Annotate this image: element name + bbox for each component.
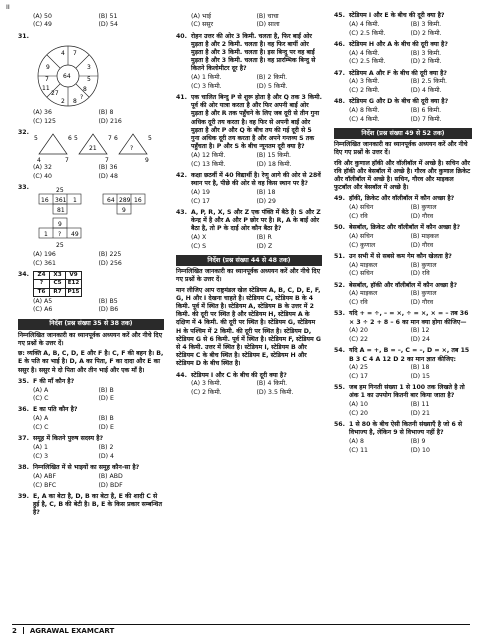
- question-48: 48. स्टेडियम G और D के बीच की दूरी क्या है?: [334, 98, 449, 106]
- q55-options-row1: [334, 401, 472, 409]
- q37-options-row2: [18, 453, 164, 461]
- q51-options-row1: [334, 262, 472, 270]
- option[interactable]: (C) 49: [33, 21, 52, 29]
- option[interactable]: (A) 4 किमी.: [349, 20, 380, 28]
- option[interactable]: (C) 2.5 किमी.: [349, 29, 386, 37]
- fig-number: 5: [148, 134, 152, 142]
- q33-cross-figure: [33, 184, 164, 250]
- q51-options-row2: [334, 270, 472, 278]
- option[interactable]: (C) 4 किमी.: [349, 115, 380, 123]
- option[interactable]: (A) X: [191, 234, 207, 242]
- q52-options-row2: [334, 299, 472, 307]
- option[interactable]: (B) 11: [410, 401, 430, 409]
- q40-options-row2: [176, 83, 322, 91]
- direction-instruction: निम्नलिखित जानकारी का ध्यानपूर्वक अध्ययन करें और नीचे दिए गए प्रश्नों के उत्तर दें।: [18, 331, 162, 347]
- option[interactable]: (C) सचिन: [349, 270, 374, 278]
- q39-options-row1: [176, 13, 322, 21]
- option[interactable]: (C) 125: [33, 118, 56, 126]
- option[interactable]: (C) 2 किमी.: [191, 389, 222, 397]
- question-39: 39. E, A का बेटा है, D, B का बेटा है, E की शादी C से हुई है, C, B की बेटी है। B, E के किस प्रकार सम्बन्धित है?: [18, 492, 163, 517]
- option[interactable]: (C) 17: [349, 373, 368, 381]
- fig-number: 16: [41, 197, 49, 205]
- q44-options-row2: [176, 389, 322, 397]
- column-2: [176, 12, 322, 397]
- question-41: 41. एक चालित बिन्दु P से शुरू होता है और Q तक 3 किमी. पूर्व की ओर यात्रा करता है और फिर अपनी बाईं ओर मुड़ता है और R तक पहुँचने के लिए जब दूरी से तीन गुना अधिक दूरी तय करता है। वह फिर से अपनी बाईं ओर मुड़ता है और P और Q के बीच तय की गई दूरी से 5 गुना अधिक दूरी तय करता है और अपने गन्तव्य S तक पहुँचता है। P और S के बीच न्यूनतम दूरी क्या है?: [176, 94, 322, 151]
- q41-options-row2: [176, 161, 322, 169]
- option[interactable]: (B) 225: [98, 250, 122, 258]
- option[interactable]: (C) C: [33, 395, 49, 403]
- q42-options-row2: [176, 198, 322, 206]
- question-42: 42. कक्षा छठवीं में 40 विद्यार्थी है। रेणु आगे की ओर से 28वें स्थान पर है, पीछे की ओर से वह किस स्थान पर है?: [176, 171, 321, 188]
- option[interactable]: (B) कुणाल: [410, 204, 437, 212]
- option[interactable]: (D) 21: [410, 410, 430, 418]
- q40-options-row1: [176, 74, 322, 82]
- question-55: 55. जब हम गिनती संख्या 1 से 100 तक लिखते है तो अंक 1 का उपयोग कितनी बार किया जाता है?: [334, 384, 465, 400]
- option[interactable]: (A) 196: [33, 250, 56, 258]
- direction-instruction: निम्नलिखित जानकारी का ध्यानपूर्वक अध्ययन करें और नीचे दिए गए प्रश्नों के उत्तर दें।: [334, 141, 468, 157]
- question-36: 36. E का पति कौन है?: [18, 406, 78, 414]
- option[interactable]: (B) 36: [98, 164, 118, 172]
- option[interactable]: (B) B: [98, 386, 114, 394]
- option[interactable]: (C) 3: [33, 452, 49, 460]
- option[interactable]: (D) 2 किमी.: [410, 58, 442, 66]
- option[interactable]: (A) भाई: [191, 12, 212, 20]
- fig-number: 2: [61, 97, 65, 105]
- question-33: 33.: [18, 184, 29, 192]
- fig-number: 9: [46, 63, 50, 71]
- option[interactable]: (B) कुणाल: [410, 290, 437, 298]
- option[interactable]: (A) 10: [349, 401, 368, 409]
- q33-options-row2: [18, 260, 164, 268]
- option[interactable]: (D) 10: [410, 446, 430, 454]
- fig-number: 27: [51, 89, 59, 97]
- question-51: 51. उन सभी में से सबसे कम गेम कौन खेलता है?: [334, 252, 452, 260]
- cross-figure-svg: [33, 184, 153, 250]
- option[interactable]: (B) 4 किमी.: [256, 380, 288, 388]
- option[interactable]: (C) 40: [33, 172, 52, 180]
- option[interactable]: (B) 15 किमी.: [256, 151, 292, 159]
- fig-number: 8: [83, 85, 87, 93]
- q50-options-row2: [334, 242, 472, 250]
- fig-number: 1: [44, 231, 48, 239]
- q50-options-row1: [334, 233, 472, 241]
- option[interactable]: (C) 17: [191, 197, 210, 205]
- option[interactable]: (B) 2: [98, 444, 114, 452]
- q37-options-row1: [18, 444, 164, 452]
- fig-number: ?: [58, 231, 62, 239]
- fig-number: 289: [119, 197, 131, 205]
- option[interactable]: (A) 8: [349, 438, 364, 446]
- option[interactable]: (B) B5: [98, 297, 118, 305]
- q54-options-row2: [334, 373, 472, 381]
- q30-options-row1: [18, 13, 164, 21]
- question-35: 35. F की माँ कौन है?: [18, 377, 75, 385]
- circle-figure-svg: [33, 43, 103, 109]
- q35-options-row1: [18, 387, 164, 395]
- grid-cell: T6: [34, 288, 50, 296]
- fig-number: 81: [57, 207, 65, 215]
- fig-number: 7: [65, 156, 69, 164]
- fig-number: ?: [130, 144, 134, 152]
- direction-instruction: निम्नलिखित जानकारी का ध्यानपूर्वक अध्ययन करें और नीचे दिए गए प्रश्नों के उत्तर दें।: [176, 268, 320, 284]
- q44-options-row1: [176, 380, 322, 388]
- q36-options-row2: [18, 424, 164, 432]
- fig-number: 7: [105, 156, 109, 164]
- q47-options-row1: [334, 78, 472, 86]
- option[interactable]: (C) रवि: [349, 299, 368, 307]
- fig-number: 361: [55, 197, 67, 205]
- option[interactable]: (D) 216: [98, 118, 122, 126]
- option[interactable]: (D) 48: [98, 172, 118, 180]
- question-56: 56. 1 से 80 के बीच ऐसी कितनी संख्याएँ है जो 6 से विभाज्य है, लेकिन 9 से विभाज्य नहीं है?: [334, 421, 463, 437]
- q38-options-row2: [18, 482, 164, 490]
- grid-cell: Z4: [34, 271, 50, 279]
- q38-options-row1: [18, 473, 164, 481]
- option[interactable]: (A) 8 किमी.: [349, 107, 380, 115]
- question-45: 45. स्टेडियम I और E के बीच की दूरी क्या है?: [334, 12, 445, 19]
- q32-options-row2: [18, 173, 164, 181]
- footer-divider: [23, 627, 24, 634]
- q56-options-row2: [334, 447, 472, 455]
- fig-number: 4: [61, 49, 65, 57]
- option[interactable]: (C) C: [33, 424, 49, 432]
- passage-stadiums: मान लीजिए आप राष्ट्रमंडल खेल स्टेडियम A, B, C, D, E, F, G, H और I देखना चाहते है। स्टेडियम C, स्टेडियम B के 4 किमी. पूर्व में स्थित है। स्टेडियम A, स्टेडियम B के उत्तर में 2 किमी. की दूरी पर स्थित है और स्टेडियम H, स्टेडियम A के दक्षिण में 4 किमी. की दूरी पर स्थित है। स्टेडियम G, स्टेडियम H के पश्चिम में 2 किमी. की दूरी पर स्थित है। स्टेडियम D, स्टेडियम G से 6 किमी. पूर्व में स्थित है। स्टेडियम F, स्टेडियम G से 4 किमी. उत्तर में स्थित है। स्टेडियम I, स्टेडियम B और स्टेडियम C के बीच स्थित है। स्टेडियम E, स्टेडियम H और स्टेडियम D के बीच स्थित है।: [176, 286, 321, 368]
- question-43: 43. A, P, R, X, S और Z एक पंक्ति में बैठे है। S और Z केन्द्र में है और A और P छोर पर है। R, A के बाईं ओर बैठा है, तो P के दाईं ओर कौन बैठा है?: [176, 208, 321, 233]
- passage-family: छ: व्यक्ति A, B, C, D, E और F है। C, F की बहन है। B, E के पति का भाई है। D, A का पिता, F का दादा और E का ससुर है। ससुर मे दो पिता और तीन भाई और एक माँ है।: [18, 350, 164, 374]
- option[interactable]: (C) BFC: [33, 481, 57, 489]
- q53-options-row2: [334, 336, 472, 344]
- option[interactable]: (A) 36: [33, 109, 52, 117]
- option[interactable]: (C) ससुर: [191, 21, 214, 29]
- option[interactable]: (A) A5: [33, 297, 53, 305]
- question-49: 49. हॉकी, क्रिकेट और वॉलीबॉल में कौन अच्छा है?: [334, 195, 455, 203]
- question-50: 50. बेसबॉल, क्रिकेट और वॉलीबॉल में कौन अच्छा है?: [334, 224, 461, 232]
- q36-options-row1: [18, 415, 164, 423]
- option[interactable]: (C) रवि: [349, 212, 368, 220]
- q48-options-row2: [334, 116, 472, 124]
- direction-header-35-38: निर्देश (प्रश्न संख्या 35 से 38 तक): [18, 319, 164, 330]
- passage-sports: रवि और कुणाल हॉकी और वॉलीबॉल में अच्छे है। सचिन और रवि हॉकी और बेसबॉल में अच्छे है। गौरव और कुणाल क्रिकेट और वॉलीबॉल में अच्छे है। सचिन, गौरव और माइकल फुटबॉल और बेसबॉल में अच्छे है।: [334, 159, 471, 192]
- q49-options-row2: [334, 213, 472, 221]
- column-3: [334, 12, 472, 455]
- option[interactable]: (D) BDF: [98, 481, 123, 489]
- fig-number: 16: [134, 197, 142, 205]
- option[interactable]: (C) 20: [349, 410, 368, 418]
- q56-options-row1: [334, 438, 472, 446]
- option[interactable]: (A) 32: [33, 164, 52, 172]
- option[interactable]: (A) 1 किमी.: [191, 74, 222, 82]
- option[interactable]: (A) A: [33, 386, 49, 394]
- fig-number: 1: [73, 197, 77, 205]
- option[interactable]: (D) E: [98, 424, 114, 432]
- q43-options-row2: [176, 243, 322, 251]
- grid-cell: C5: [50, 280, 66, 288]
- option[interactable]: (D) Z: [256, 242, 273, 250]
- fig-number: 21: [89, 144, 97, 152]
- corner-mark: II: [6, 3, 10, 11]
- q46-options-row1: [334, 50, 472, 58]
- option[interactable]: (D) B6: [98, 306, 119, 314]
- option[interactable]: (B) ABD: [98, 472, 123, 480]
- fig-number: 25: [56, 242, 64, 250]
- option[interactable]: (A) 50: [33, 12, 52, 20]
- option[interactable]: (A) 12 किमी.: [191, 151, 226, 159]
- question-37: 37. समूह में कितने पुरुष सदस्य है?: [18, 435, 104, 443]
- fig-number: 3: [87, 63, 91, 71]
- grid-cell: ?: [34, 280, 50, 288]
- fig-number: 4: [37, 156, 41, 164]
- option[interactable]: (D) 7 किमी.: [410, 115, 442, 123]
- option[interactable]: (A) सचिन: [349, 232, 374, 240]
- q45-options-row2: [334, 30, 472, 38]
- question-31: 31.: [18, 32, 29, 40]
- question-44: 44. स्टेडियम I और C के बीच की दूरी क्या है?: [176, 371, 287, 379]
- fig-number: ?: [80, 93, 84, 101]
- q43-options-row1: [176, 234, 322, 242]
- q48-options-row1: [334, 107, 472, 115]
- option[interactable]: (C) 2.5 किमी.: [349, 58, 386, 66]
- q32-options-row1: [18, 164, 164, 172]
- option[interactable]: (C) 361: [33, 259, 56, 267]
- option[interactable]: (B) 3 किमी.: [410, 49, 442, 57]
- q55-options-row2: [334, 410, 472, 418]
- question-54: 54. यदि A = +, B = –, C = –, D = ×, तब 15 B 3 C 4 A 12 D 2 का मान ज्ञात कीजिए:: [334, 347, 470, 363]
- fig-number: 9: [145, 156, 149, 164]
- grid-cell: E12: [66, 280, 82, 288]
- q33-options-row1: [18, 251, 164, 259]
- option[interactable]: (D) 54: [98, 21, 118, 29]
- option[interactable]: (A) 1: [33, 444, 48, 452]
- question-46: 46. स्टेडियम H और A के बीच की दूरी क्या है?: [334, 40, 448, 48]
- q42-options-row1: [176, 189, 322, 197]
- option[interactable]: (A) सचिन: [349, 204, 374, 212]
- option[interactable]: (B) चाचा: [256, 12, 279, 20]
- option[interactable]: (C) 13 किमी.: [191, 160, 226, 168]
- option[interactable]: (C) 3 किमी.: [191, 82, 222, 90]
- option[interactable]: (D) 256: [98, 259, 122, 267]
- fig-number: 5: [34, 134, 38, 142]
- option[interactable]: (D) 4: [98, 452, 114, 460]
- q31-circle-figure: [33, 43, 164, 109]
- question-52: 52. बेसबॉल, हॉकी और वॉलीबॉल में कौन अच्छा है?: [334, 281, 458, 289]
- q47-options-row2: [334, 87, 472, 95]
- option[interactable]: (C) S: [191, 242, 207, 250]
- option[interactable]: (C) 22: [349, 336, 368, 344]
- option[interactable]: (A) 4 किमी.: [349, 49, 380, 57]
- option[interactable]: (D) गौरव: [410, 241, 434, 249]
- q45-options-row1: [334, 21, 472, 29]
- option[interactable]: (C) 2 किमी.: [349, 87, 380, 95]
- page-number: 2: [12, 626, 17, 635]
- option[interactable]: (B) 9: [410, 438, 426, 446]
- option[interactable]: (D) 4 किमी.: [410, 87, 442, 95]
- option[interactable]: (C) 11: [349, 446, 368, 454]
- option[interactable]: (B) 8: [98, 109, 114, 117]
- brand-name: AGRAWAL EXAMCART: [29, 626, 115, 635]
- fig-number: 49: [71, 231, 79, 239]
- option[interactable]: (D) 5 किमी.: [256, 82, 288, 90]
- fig-number: 7: [73, 49, 77, 57]
- fig-number: 64: [63, 72, 71, 80]
- option[interactable]: (D) 3.5 किमी.: [256, 389, 294, 397]
- question-34: 34. Z4 X3 V9 ? C5 E12 T6 R7 P15: [18, 271, 164, 297]
- option[interactable]: (B) R: [256, 234, 272, 242]
- option[interactable]: (A) 20: [349, 327, 368, 335]
- fig-number: 6: [68, 134, 72, 142]
- option[interactable]: (B) 6 किमी.: [410, 107, 442, 115]
- option[interactable]: (C) A6: [33, 306, 53, 314]
- grid-cell: R7: [50, 288, 66, 296]
- grid-cell: P15: [66, 288, 82, 296]
- option[interactable]: (A) ABF: [33, 472, 57, 480]
- option[interactable]: (B) 18: [256, 188, 276, 196]
- option[interactable]: (A) 25: [349, 364, 368, 372]
- option[interactable]: (C) कुणाल: [349, 241, 376, 249]
- q34-options-row2: [18, 306, 164, 314]
- option[interactable]: (D) रवि: [410, 270, 430, 278]
- option[interactable]: (B) माइकल: [410, 232, 439, 240]
- fig-number: 6: [114, 134, 118, 142]
- fig-number: 7: [45, 75, 49, 83]
- option[interactable]: (B) B: [98, 415, 114, 423]
- option[interactable]: (D) गौरव: [410, 299, 434, 307]
- page-footer: [12, 624, 470, 636]
- q39-options-row2: [176, 21, 322, 29]
- question-32: 32.: [18, 129, 29, 137]
- option[interactable]: (B) 12: [410, 327, 430, 335]
- q46-options-row2: [334, 58, 472, 66]
- fig-number: 5: [87, 75, 91, 83]
- option[interactable]: (D) 15: [410, 373, 430, 381]
- option[interactable]: (B) 18: [410, 364, 430, 372]
- fig-number: 9: [58, 221, 62, 229]
- option[interactable]: (A) माइकल: [349, 290, 378, 298]
- option[interactable]: (D) E: [98, 395, 114, 403]
- option[interactable]: (D) 18 किमी.: [256, 160, 292, 168]
- option[interactable]: (B) 51: [98, 12, 118, 20]
- fig-number: 9: [122, 207, 126, 215]
- question-40: 40. रोहन उत्तर की ओर 3 किमी. चलता है, फिर बाईं ओर मुड़ता है और 2 किमी. चलता है। वह फिर बायीं ओर मुड़ता है और 3 किमी. चलता है। इस बिन्दु पर वह बाईं मुड़ता है और 3 किमी. चलता है। वह प्रारम्भिक बिन्दु से कितने किलोमीटर दूर है?: [176, 32, 316, 73]
- fig-number: 64: [107, 197, 115, 205]
- option[interactable]: (D) 24: [410, 336, 430, 344]
- fig-number: 7: [108, 134, 112, 142]
- question-47: 47. स्टेडियम A और F के बीच की दूरी क्या है?: [334, 69, 447, 77]
- option[interactable]: (A) 3 किमी.: [191, 380, 222, 388]
- question-38: 38. निम्नलिखित में से भाइयों का समूह कौन-सा है?: [18, 463, 140, 471]
- option[interactable]: (A) माइकल: [349, 261, 378, 269]
- option[interactable]: (B) कुणाल: [410, 261, 437, 269]
- q35-options-row2: [18, 395, 164, 403]
- grid-cell: V9: [66, 271, 82, 279]
- q31-options-row1: [18, 109, 164, 117]
- option[interactable]: (D) साला: [256, 21, 280, 29]
- grid-cell: X3: [50, 271, 66, 279]
- option[interactable]: (D) गौरव: [410, 212, 434, 220]
- q34-grid: [33, 271, 82, 297]
- option[interactable]: (D) 29: [256, 197, 276, 205]
- q30-options-row2: [18, 21, 164, 29]
- direction-header-49-52: निर्देश (प्रश्न संख्या 49 से 52 तक): [334, 128, 472, 139]
- q31-options-row2: [18, 118, 164, 126]
- fig-number: 25: [56, 187, 64, 195]
- q34-options-row1: [18, 298, 164, 306]
- option[interactable]: (B) 3 किमी.: [410, 20, 442, 28]
- question-53: 53. यदि + = ÷, – = ×, ÷ = ×, × = – तब 36 × 3 ÷ 2 + 8 – 6 का मान क्या होगा कीजिए—: [334, 310, 469, 326]
- fig-number: 5: [74, 134, 78, 142]
- direction-header-44-48: निर्देश (प्रश्न संख्या 44 से 48 तक): [176, 255, 322, 266]
- option[interactable]: (A) 3 किमी.: [349, 78, 380, 86]
- option[interactable]: (D) 2 किमी.: [410, 29, 442, 37]
- q41-options-row1: [176, 152, 322, 160]
- option[interactable]: (A) 19: [191, 188, 210, 196]
- option[interactable]: (B) 2 किमी.: [256, 74, 288, 82]
- q52-options-row1: [334, 290, 472, 298]
- q49-options-row1: [334, 204, 472, 212]
- q54-options-row1: [334, 364, 472, 372]
- option[interactable]: (B) 2.5 किमी.: [410, 78, 447, 86]
- fig-number: 8: [73, 97, 77, 105]
- q53-options-row1: [334, 327, 472, 335]
- fig-number: 11: [42, 84, 50, 92]
- column-1: [18, 12, 164, 517]
- option[interactable]: (A) A: [33, 415, 49, 423]
